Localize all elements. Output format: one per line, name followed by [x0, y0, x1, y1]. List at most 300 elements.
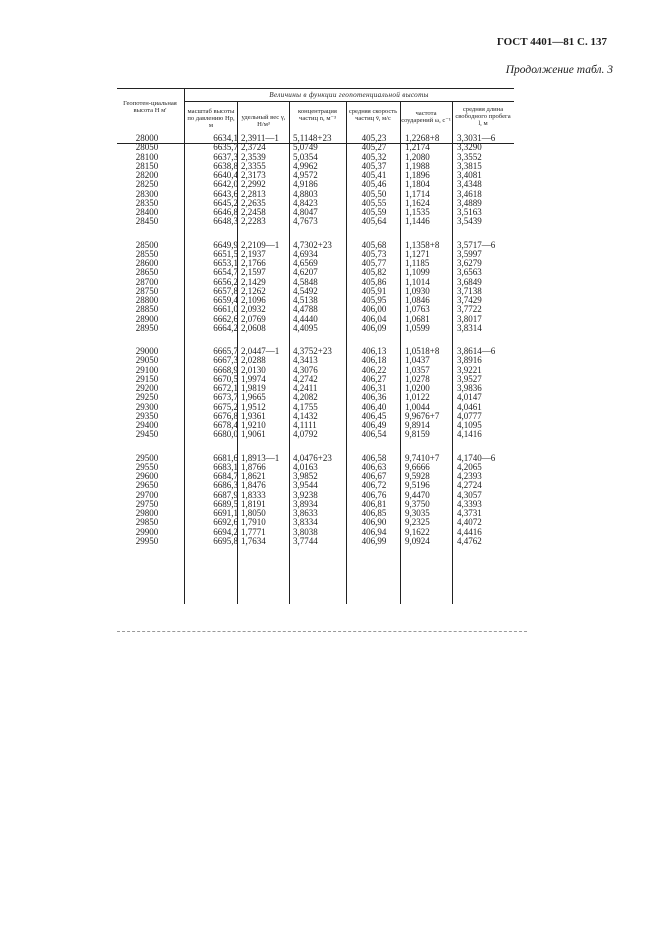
table-cell: 9,9676+7 — [405, 410, 440, 421]
table-cell: 4,0777 — [457, 410, 482, 421]
table-cell: 6651,5 — [213, 248, 238, 259]
table-cell: 2,0130 — [241, 364, 266, 375]
table-cell: 6649,9 — [213, 239, 238, 250]
table-cell: 2,1597 — [241, 267, 266, 278]
table-cell: 4,2411 — [293, 383, 318, 393]
table-cell: 3,6279 — [457, 258, 482, 268]
block-spacer — [241, 333, 285, 347]
table-cell: 4,4762 — [457, 535, 482, 546]
table-cell: 3,8934 — [293, 498, 318, 509]
table-cell: 1,1446 — [405, 216, 430, 227]
column-particle-concentration — [293, 134, 345, 546]
table-cell: 28550 — [135, 248, 159, 259]
table-cell: 3,8614—6 — [457, 346, 496, 356]
table-cell: 28900 — [135, 313, 159, 324]
table-cell: 3,7138 — [457, 285, 482, 296]
table-cell: 3,8017 — [457, 313, 482, 324]
table-cell: 4,1095 — [457, 420, 482, 430]
table-cell: 3,9238 — [293, 489, 318, 500]
table-cell: 4,0476+23 — [293, 452, 332, 463]
table-cell: 3,3552 — [457, 151, 482, 162]
table-cell: 29500 — [135, 452, 159, 463]
table-cell: 1,0599 — [405, 322, 430, 333]
table-cell: 1,2174 — [405, 142, 430, 153]
table-cell: 1,1714 — [405, 188, 430, 199]
table-cell: 1,0846 — [405, 295, 430, 305]
table-cell: 405,59 — [361, 207, 387, 217]
table-cell: 2,2458 — [241, 207, 266, 217]
group-header-rule — [184, 101, 514, 102]
column-divider — [289, 102, 290, 604]
column-divider — [184, 88, 185, 604]
table-cell: 29250 — [135, 392, 159, 403]
table-cell: 1,8333 — [241, 489, 266, 500]
table-cell: 4,2742 — [293, 373, 318, 384]
table-cell: 406,49 — [361, 420, 387, 430]
table-cell: 6643,6 — [213, 188, 238, 199]
table-cell: 6659,4 — [213, 295, 238, 305]
table-cell: 2,2813 — [241, 188, 266, 199]
table-cell: 4,4440 — [293, 313, 318, 324]
table-cell: 3,8633 — [293, 508, 318, 518]
table-cell: 1,7634 — [241, 535, 266, 546]
column-header-height: Геопотен-циальная высота H м' — [123, 100, 177, 115]
table-cell: 1,0200 — [405, 383, 430, 393]
table-cell: 1,1185 — [405, 258, 430, 268]
table-cell: 3,8334 — [293, 517, 318, 528]
table-cell: 28500 — [135, 239, 159, 250]
table-cell: 28800 — [135, 295, 159, 305]
table-cell: 1,0681 — [405, 313, 430, 324]
table-cell: 6681,6 — [213, 452, 238, 463]
table-cell: 3,7744 — [293, 535, 318, 546]
table-cell: 3,5163 — [457, 207, 482, 217]
table-cell: 4,6569 — [293, 258, 318, 268]
block-spacer — [127, 227, 167, 241]
table-cell: 1,8191 — [241, 498, 266, 509]
table-cell: 4,4072 — [457, 517, 482, 528]
block-spacer — [351, 227, 397, 241]
table-cell: 29900 — [135, 526, 159, 537]
table-cell: 2,0447—1 — [241, 346, 280, 356]
table-cell: 4,1416 — [457, 429, 482, 440]
table-cell: 3,4081 — [457, 170, 482, 180]
table-cell: 3,3290 — [457, 142, 482, 153]
table-cell: 9,5196 — [405, 480, 430, 491]
table-cell: 1,0518+8 — [405, 346, 440, 356]
table-cell: 3,4618 — [457, 188, 482, 199]
table-cell: 6692,6 — [213, 517, 238, 528]
table-cell: 4,3752+23 — [293, 346, 332, 356]
table-cell: 405,68 — [361, 239, 387, 250]
table-cell: 6676,8 — [213, 410, 238, 421]
table-cell: 28050 — [135, 142, 159, 153]
table-cell: 28200 — [135, 170, 159, 180]
table-cell: 9,3035 — [405, 508, 430, 518]
table-cell: 6637,3 — [213, 151, 238, 162]
column-header-pressure-scale-height: масштаб высоты по давлению Hp, м — [187, 108, 235, 130]
column-mean-free-path — [457, 134, 512, 546]
table-cell: 29750 — [135, 498, 159, 509]
table-cell: 1,0357 — [405, 364, 430, 375]
table-cell: 6642,0 — [213, 179, 238, 190]
block-spacer — [196, 440, 238, 454]
column-header-specific-weight: удельный вес γ, Н/м³ — [241, 114, 286, 129]
block-spacer — [196, 333, 238, 347]
table-cell: 3,9836 — [457, 383, 482, 393]
table-cell: 4,2724 — [457, 480, 482, 491]
table-cell: 6646,8 — [213, 207, 238, 217]
table-cell: 1,2268+8 — [405, 133, 440, 143]
table-cell: 1,7910 — [241, 517, 266, 528]
table-cell: 4,9186 — [293, 179, 318, 190]
table-cell: 405,23 — [361, 133, 387, 143]
table-cell: 3,8038 — [293, 526, 318, 537]
table-cell: 3,6849 — [457, 276, 482, 287]
table-cell: 6691,1 — [213, 508, 238, 518]
table-cell: 405,91 — [361, 285, 387, 296]
table-cell: 406,54 — [361, 429, 387, 440]
table-cell: 405,77 — [361, 258, 387, 268]
table-cell: 4,9572 — [293, 170, 318, 180]
table-cell: 29450 — [135, 429, 159, 440]
table-cell: 29150 — [135, 373, 159, 384]
table-cell: 2,3911—1 — [241, 133, 279, 143]
table-cell: 1,9210 — [241, 420, 266, 430]
table-cell: 29400 — [135, 420, 159, 430]
table-cell: 406,58 — [361, 452, 387, 463]
table-cell: 5,0354 — [293, 151, 318, 162]
table-cell: 6664,2 — [213, 322, 238, 333]
table-cell: 29600 — [135, 471, 159, 481]
column-header-mean-free-path: средняя длина свободного пробега l, м — [455, 106, 511, 128]
table-cell: 405,55 — [361, 197, 387, 208]
table-cell: 1,1358+8 — [405, 239, 440, 250]
table-cell: 1,1271 — [405, 248, 430, 259]
table-cell: 6670,5 — [213, 373, 238, 384]
table-cell: 29300 — [135, 401, 159, 412]
table-cell: 1,8476 — [241, 480, 266, 491]
table-cell: 6640,4 — [213, 170, 238, 180]
table-cell: 28350 — [135, 197, 159, 208]
block-spacer — [293, 227, 345, 241]
table-cell: 29800 — [135, 508, 159, 518]
table-cell: 29850 — [135, 517, 159, 528]
table-cell: 6635,7 — [213, 142, 238, 153]
table-cell: 406,36 — [361, 392, 387, 403]
column-header-collision-frequency: частота соударений ω, с⁻¹ — [401, 110, 451, 125]
table-cell: 2,3539 — [241, 151, 266, 162]
table-cell: 4,5138 — [293, 295, 318, 305]
table-cell: 405,27 — [361, 142, 387, 153]
table-cell: 1,1896 — [405, 170, 430, 180]
table-cell: 3,9852 — [293, 471, 318, 481]
table-cell: 9,3750 — [405, 498, 430, 509]
table-cell: 28750 — [135, 285, 159, 296]
table-cell: 405,37 — [361, 160, 387, 171]
table-cell: 406,76 — [361, 489, 387, 500]
block-spacer — [457, 333, 512, 347]
column-header-mean-particle-speed: средняя скорость частиц v̄, м/с — [348, 108, 398, 123]
table-cell: 29350 — [135, 410, 159, 421]
table-cell: 3,4889 — [457, 197, 482, 208]
table-cell: 28400 — [135, 207, 159, 217]
table-cell: 1,1988 — [405, 160, 430, 171]
table-cell: 406,04 — [361, 313, 387, 324]
table-cell: 6678,4 — [213, 420, 238, 430]
table-cell: 28000 — [135, 133, 159, 143]
table-cell: 9,8914 — [405, 420, 430, 430]
block-spacer — [405, 227, 455, 241]
table-cell: 28150 — [135, 160, 159, 171]
table-cell: 28950 — [135, 322, 159, 333]
column-mean-particle-speed — [351, 134, 397, 546]
table-cell: 28250 — [135, 179, 159, 190]
table-cell: 4,1755 — [293, 401, 318, 412]
table-cell: 1,0278 — [405, 373, 430, 384]
table-cell: 1,8913—1 — [241, 452, 280, 463]
table-cell: 6657,8 — [213, 285, 238, 296]
table-cell: 4,2393 — [457, 471, 482, 481]
table-cell: 6689,5 — [213, 498, 238, 509]
table-cell: 406,18 — [361, 355, 387, 366]
table-cell: 3,9527 — [457, 373, 482, 384]
table-cell: 29100 — [135, 364, 159, 375]
table-cell: 3,6563 — [457, 267, 482, 278]
table-cell: 4,0792 — [293, 429, 318, 440]
table-cell: 6687,9 — [213, 489, 238, 500]
table-cell: 6684,7 — [213, 471, 238, 481]
table-cell: 406,22 — [361, 364, 387, 375]
table-cell: 1,9974 — [241, 373, 266, 384]
table-cell: 3,7722 — [457, 304, 482, 315]
table-cell: 6675,2 — [213, 401, 238, 412]
table-cell: 406,09 — [361, 322, 387, 333]
table-cell: 406,40 — [361, 401, 387, 412]
table-cell: 6645,2 — [213, 197, 238, 208]
data-table — [117, 88, 514, 604]
table-cell: 1,1014 — [405, 276, 430, 287]
table-cell: 29000 — [135, 346, 159, 356]
table-cell: 2,1429 — [241, 276, 266, 287]
table-cell: 405,82 — [361, 267, 387, 278]
table-cell: 4,3413 — [293, 355, 318, 366]
table-cell: 9,8159 — [405, 429, 430, 440]
table-cell: 9,4470 — [405, 489, 430, 500]
table-cell: 1,7771 — [241, 526, 266, 537]
table-cell: 2,0932 — [241, 304, 266, 315]
column-height — [127, 134, 167, 546]
block-spacer — [241, 440, 285, 454]
table-cell: 2,0288 — [241, 355, 266, 366]
table-cell: 2,0769 — [241, 313, 266, 324]
table-cell: 4,4788 — [293, 304, 318, 315]
table-cell: 1,9512 — [241, 401, 266, 412]
table-cell: 4,6207 — [293, 267, 318, 278]
table-cell: 4,2082 — [293, 392, 318, 403]
table-cell: 6680,0 — [213, 429, 238, 440]
block-spacer — [241, 227, 285, 241]
table-cell: 28600 — [135, 258, 159, 268]
block-spacer — [196, 227, 238, 241]
table-cell: 4,3057 — [457, 489, 482, 500]
table-cell: 5,1148+23 — [293, 133, 332, 143]
table-cell: 1,0437 — [405, 355, 430, 366]
column-divider — [400, 102, 401, 604]
table-cell: 406,90 — [361, 517, 387, 528]
table-cell: 4,0163 — [293, 461, 318, 472]
table-cell: 3,8916 — [457, 355, 482, 366]
table-cell: 4,6934 — [293, 248, 318, 259]
table-cell: 6653,1 — [213, 258, 238, 268]
table-cell: 4,1111 — [293, 420, 317, 430]
table-cell: 2,2635 — [241, 197, 266, 208]
table-cell: 6662,6 — [213, 313, 238, 324]
table-cell: 406,13 — [361, 346, 387, 356]
table-cell: 1,0763 — [405, 304, 430, 315]
table-cell: 405,41 — [361, 170, 387, 180]
table-cell: 29550 — [135, 461, 159, 472]
table-cell: 3,5997 — [457, 248, 482, 259]
table-cell: 406,00 — [361, 304, 387, 315]
table-cell: 405,86 — [361, 276, 387, 287]
table-cell: 4,7302+23 — [293, 239, 332, 250]
table-cell: 406,63 — [361, 461, 387, 472]
table-cell: 406,72 — [361, 480, 387, 491]
table-cell: 3,7429 — [457, 295, 482, 305]
table-continuation-caption: Продолжение табл. 3 — [505, 64, 613, 76]
block-spacer — [127, 440, 167, 454]
table-cell: 4,2065 — [457, 461, 482, 472]
page-bottom-rule — [117, 631, 527, 634]
table-cell: 6634,1 — [213, 133, 238, 143]
table-cell: 1,9819 — [241, 383, 266, 393]
table-cell: 405,46 — [361, 179, 387, 190]
table-cell: 29200 — [135, 383, 159, 393]
table-cell: 4,4416 — [457, 526, 482, 537]
table-cell: 4,7673 — [293, 216, 318, 227]
table-cell: 3,5717—6 — [457, 239, 496, 250]
table-cell: 3,9544 — [293, 480, 318, 491]
table-cell: 4,8803 — [293, 188, 318, 199]
table-cell: 29050 — [135, 355, 159, 366]
table-cell: 2,3724 — [241, 142, 266, 153]
table-cell: 406,81 — [361, 498, 387, 509]
table-cell: 2,1096 — [241, 295, 266, 305]
table-cell: 6661,0 — [213, 304, 238, 315]
table-cell: 3,3031—6 — [457, 133, 496, 143]
table-cell: 28650 — [135, 267, 159, 278]
table-cell: 2,3355 — [241, 160, 266, 171]
table-cell: 406,85 — [361, 508, 387, 518]
block-spacer — [351, 440, 397, 454]
table-cell: 1,9665 — [241, 392, 266, 403]
block-spacer — [457, 440, 512, 454]
table-cell: 4,3731 — [457, 508, 482, 518]
table-cell: 6665,7 — [213, 346, 238, 356]
table-cell: 4,4095 — [293, 322, 318, 333]
column-pressure-scale-height — [196, 134, 238, 546]
table-cell: 29700 — [135, 489, 159, 500]
table-cell: 4,5848 — [293, 276, 318, 287]
table-cell: 4,8047 — [293, 207, 318, 217]
table-cell: 9,2325 — [405, 517, 430, 528]
table-cell: 3,3815 — [457, 160, 482, 171]
table-cell: 405,73 — [361, 248, 387, 259]
table-cell: 1,1804 — [405, 179, 430, 190]
table-cell: 406,31 — [361, 383, 387, 393]
column-divider — [346, 102, 347, 604]
table-cell: 406,94 — [361, 526, 387, 537]
table-cell: 29950 — [135, 535, 159, 546]
table-cell: 1,0044 — [405, 401, 430, 412]
table-cell: 2,2283 — [241, 216, 266, 227]
table-cell: 9,6666 — [405, 461, 430, 472]
table-cell: 2,1766 — [241, 258, 266, 268]
table-cell: 4,0461 — [457, 401, 482, 412]
table-cell: 4,8423 — [293, 197, 318, 208]
table-cell: 3,5439 — [457, 216, 482, 227]
table-cell: 405,50 — [361, 188, 387, 199]
table-cell: 6638,8 — [213, 160, 238, 171]
block-spacer — [405, 333, 455, 347]
table-cell: 28100 — [135, 151, 159, 162]
table-cell: 28450 — [135, 216, 159, 227]
block-spacer — [457, 227, 512, 241]
table-cell: 4,1740—6 — [457, 452, 496, 463]
table-cell: 4,0147 — [457, 392, 482, 403]
table-cell: 2,3173 — [241, 170, 266, 180]
table-cell: 1,8766 — [241, 461, 266, 472]
table-cell: 1,0930 — [405, 285, 430, 296]
table-cell: 1,8621 — [241, 471, 266, 481]
table-cell: 6648,3 — [213, 216, 238, 227]
table-cell: 1,0122 — [405, 392, 430, 403]
table-cell: 9,1622 — [405, 526, 430, 537]
table-cell: 9,7410+7 — [405, 452, 440, 463]
table-cell: 9,5928 — [405, 471, 430, 481]
table-cell: 4,1432 — [293, 410, 318, 421]
table-cell: 6695,8 — [213, 535, 238, 546]
table-cell: 1,1099 — [405, 267, 430, 278]
table-cell: 5,0749 — [293, 142, 318, 153]
table-cell: 2,0608 — [241, 322, 266, 333]
table-cell: 2,2992 — [241, 179, 266, 190]
table-cell: 3,4348 — [457, 179, 482, 190]
table-cell: 6667,3 — [213, 355, 238, 366]
table-cell: 406,99 — [361, 535, 387, 546]
table-cell: 3,8314 — [457, 322, 482, 333]
table-top-rule — [117, 88, 514, 89]
table-cell: 405,32 — [361, 151, 387, 162]
table-cell: 1,2080 — [405, 151, 430, 162]
block-spacer — [405, 440, 455, 454]
column-collision-frequency — [405, 134, 455, 546]
table-cell: 6694,2 — [213, 526, 238, 537]
table-cell: 29650 — [135, 480, 159, 491]
table-cell: 6656,2 — [213, 276, 238, 287]
table-cell: 1,1535 — [405, 207, 430, 217]
table-cell: 6683,1 — [213, 461, 238, 472]
table-cell: 4,3393 — [457, 498, 482, 509]
table-cell: 6668,9 — [213, 364, 238, 375]
table-cell: 3,9221 — [457, 364, 482, 375]
table-cell: 4,9962 — [293, 160, 318, 171]
table-cell: 2,1262 — [241, 285, 266, 296]
column-group-title: Величины в функции геопотенциальной высоты — [269, 91, 429, 99]
table-cell: 9,0924 — [405, 535, 430, 546]
table-cell: 405,64 — [361, 216, 387, 227]
